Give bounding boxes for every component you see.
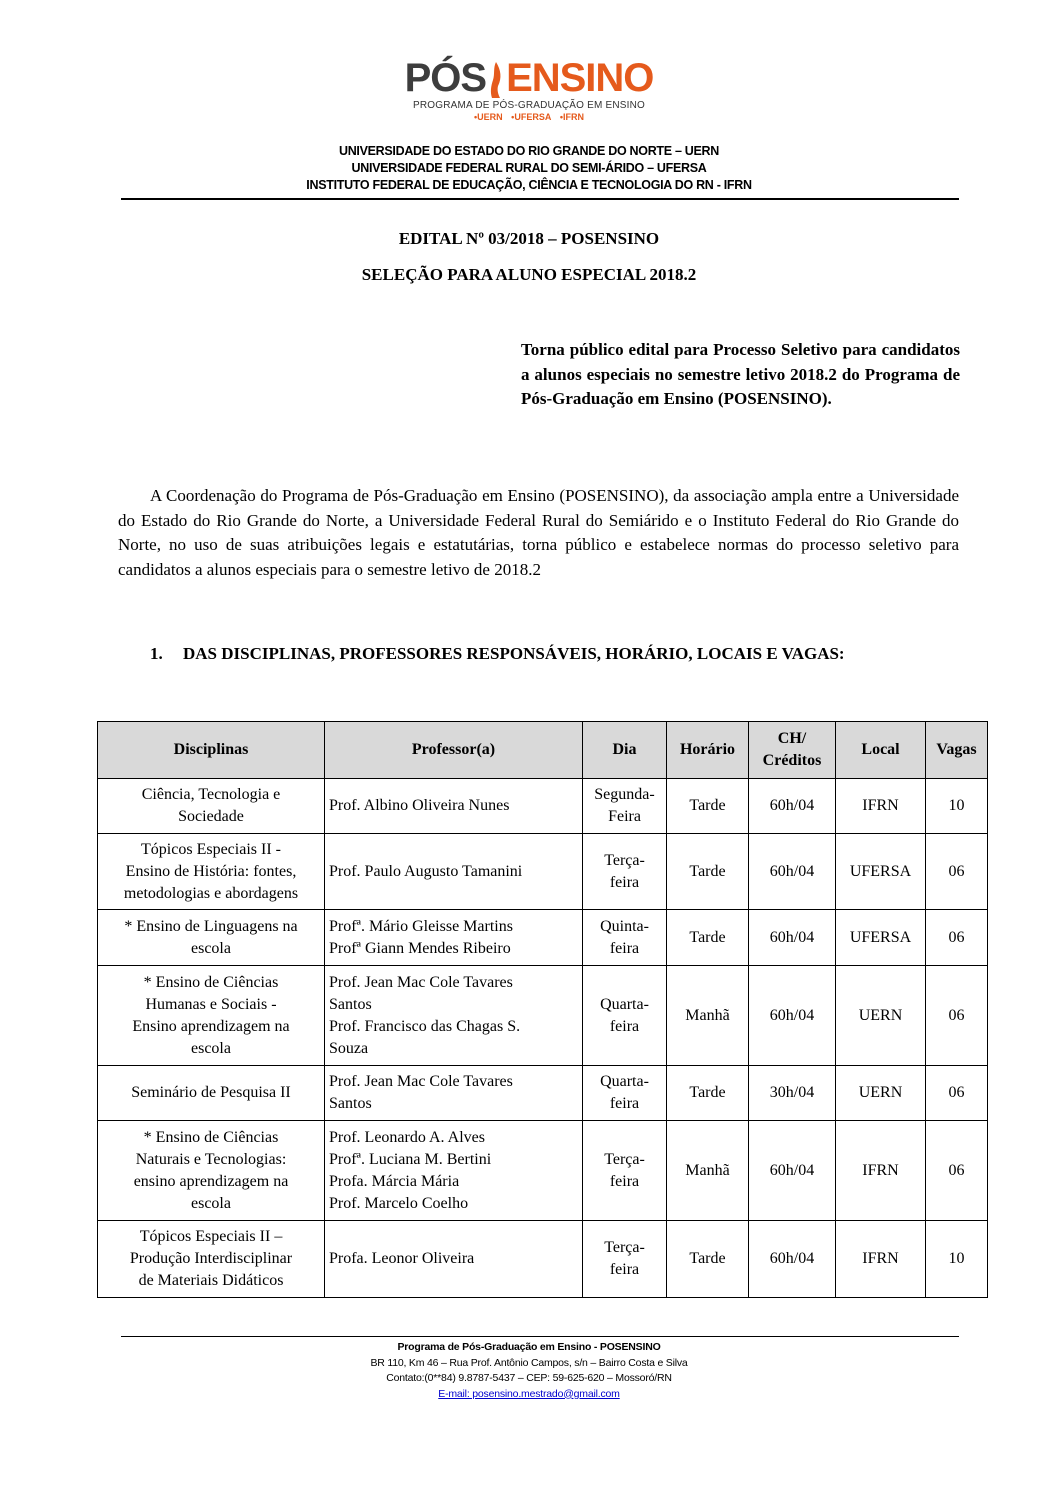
flame-icon: [489, 62, 503, 98]
cell-vagas: 06: [926, 910, 988, 966]
cell-local: IFRN: [836, 779, 926, 834]
cell-vagas: 06: [926, 1066, 988, 1121]
cell-disciplina-line: Ensino aprendizagem na: [132, 1017, 290, 1035]
cell-professor-line: Prof. Marcelo Coelho: [329, 1194, 469, 1212]
cell-horario: Manhã: [667, 966, 749, 1066]
cell-disciplina-line: * Ensino de Linguagens na: [124, 917, 298, 935]
page-footer: [0, 1340, 1058, 1402]
posensino-logo: [0, 58, 1058, 122]
cell-dia-line: Quarta-: [600, 995, 649, 1013]
cell-dia-line: feira: [609, 1261, 640, 1278]
cell-professor: [325, 1221, 583, 1298]
cell-professor-line: Santos: [329, 995, 372, 1013]
cell-dia: [583, 966, 667, 1066]
cell-professor-line: Santos: [329, 1095, 372, 1112]
cell-professor-line: Prof. Paulo Augusto Tamanini: [329, 862, 523, 880]
cell-disciplina: [98, 834, 325, 910]
cell-professor-line: Souza: [329, 1039, 369, 1057]
cell-dia: [583, 910, 667, 966]
cell-dia-line: Terça-: [604, 851, 645, 869]
header-line-ufersa: UNIVERSIDADE FEDERAL RURAL DO SEMI-ÁRIDO – UFERSA: [351, 161, 707, 175]
cell-horario: Tarde: [667, 1066, 749, 1121]
cell-disciplina-line: Naturais e Tecnologias:: [135, 1150, 287, 1168]
table-row: [98, 910, 988, 966]
cell-horario: Tarde: [667, 834, 749, 910]
table-row: [98, 966, 988, 1066]
cell-professor-line: Prof. Francisco das Chagas S.: [329, 1017, 521, 1035]
cell-ch: 60h/04: [749, 834, 836, 910]
table-row: [98, 834, 988, 910]
cell-dia-line: Segunda-: [594, 786, 655, 803]
cell-ch: 60h/04: [749, 966, 836, 1066]
cell-local: UFERSA: [836, 910, 926, 966]
cell-dia-line: Quarta-: [600, 1073, 649, 1090]
cell-professor: [325, 834, 583, 910]
cell-dia-line: feira: [609, 873, 640, 891]
table-header-row: [98, 722, 988, 779]
cell-ch: 60h/04: [749, 1221, 836, 1298]
footer-divider: [121, 1336, 959, 1337]
cell-dia: [583, 1066, 667, 1121]
cell-professor-line: Prof. Jean Mac Cole Tavares: [329, 973, 513, 991]
cell-disciplina-line: Sociedade: [178, 808, 244, 825]
cell-horario: Manhã: [667, 1121, 749, 1221]
cell-disciplina: [98, 966, 325, 1066]
col-header-disciplinas: Disciplinas: [98, 722, 325, 779]
section-1-heading: [150, 642, 959, 666]
logo-inst-ifrn: •IFRN: [559, 112, 584, 122]
table-row: [98, 1221, 988, 1298]
footer-contact: Contato:(0**84) 9.8787-5437 – CEP: 59-625-620 – Mossoró/RN: [386, 1372, 672, 1384]
cell-ch: 60h/04: [749, 910, 836, 966]
section-1-title: DAS DISCIPLINAS, PROFESSORES RESPONSÁVEIS, HORÁRIO, LOCAIS E VAGAS:: [183, 644, 845, 663]
header-line-uern: UNIVERSIDADE DO ESTADO DO RIO GRANDE DO NORTE – UERN: [338, 144, 720, 158]
cell-dia-line: feira: [609, 1017, 640, 1035]
cell-disciplina-line: Tópicos Especiais II -: [141, 840, 281, 858]
cell-disciplina-line: escola: [191, 1194, 231, 1212]
cell-dia-line: feira: [609, 939, 640, 957]
cell-ch: 30h/04: [749, 1066, 836, 1121]
cell-local: UERN: [836, 1066, 926, 1121]
cell-professor-line: Prof. Albino Oliveira Nunes: [329, 797, 510, 814]
logo-pos-text: PÓS: [404, 56, 487, 100]
cell-dia-line: Quinta-: [600, 917, 649, 935]
logo-institutions: [0, 112, 1058, 122]
cell-vagas: 10: [926, 779, 988, 834]
cell-disciplina-line: escola: [191, 939, 231, 957]
cell-professor-line: Profa. Márcia Mária: [329, 1172, 460, 1190]
cell-professor: [325, 1066, 583, 1121]
cell-professor: [325, 966, 583, 1066]
cell-dia-line: Terça-: [604, 1150, 645, 1168]
cell-vagas: 06: [926, 966, 988, 1066]
cell-professor-line: Profª Giann Mendes Ribeiro: [329, 939, 511, 957]
cell-dia: [583, 834, 667, 910]
cell-local: UERN: [836, 966, 926, 1066]
cell-dia-line: feira: [609, 1172, 640, 1190]
cell-dia-line: feira: [609, 1095, 640, 1112]
cell-vagas: 06: [926, 1121, 988, 1221]
cell-disciplina: [98, 1221, 325, 1298]
col-header-dia: Dia: [583, 722, 667, 779]
cell-disciplina-line: Ensino de História: fontes,: [125, 862, 297, 880]
cell-local: IFRN: [836, 1221, 926, 1298]
cell-disciplina-line: * Ensino de Ciências: [143, 1128, 279, 1146]
cell-disciplina-line: metodologias e abordagens: [123, 884, 299, 902]
cell-professor-line: Prof. Leonardo A. Alves: [329, 1128, 485, 1146]
cell-local: IFRN: [836, 1121, 926, 1221]
cell-vagas: 10: [926, 1221, 988, 1298]
cell-disciplina-line: Tópicos Especiais II –: [139, 1228, 283, 1245]
table-row: [98, 1121, 988, 1221]
col-header-ch-line2: Créditos: [762, 752, 822, 769]
logo-subtitle: PROGRAMA DE PÓS-GRADUAÇÃO EM ENSINO: [412, 100, 646, 111]
header-line-ifrn: INSTITUTO FEDERAL DE EDUCAÇÃO, CIÊNCIA E TECNOLOGIA DO RN - IFRN: [306, 178, 752, 192]
cell-disciplina: [98, 779, 325, 834]
logo-inst-ufersa: •UFERSA: [511, 112, 552, 122]
cell-ch: 60h/04: [749, 1121, 836, 1221]
cell-dia-line: Terça-: [604, 1239, 645, 1256]
footer-email-link[interactable]: E-mail: posensino.mestrado@gmail.com: [438, 1387, 620, 1400]
logo-wordmark: [405, 58, 654, 98]
cell-local: UFERSA: [836, 834, 926, 910]
cell-disciplina-line: * Ensino de Ciências: [143, 973, 279, 991]
footer-address: BR 110, Km 46 – Rua Prof. Antônio Campos, s/n – Bairro Costa e Silva: [370, 1356, 688, 1369]
cell-professor-line: Profa. Leonor Oliveira: [329, 1250, 475, 1267]
cell-disciplina: [98, 1066, 325, 1121]
table-row: [98, 1066, 988, 1121]
cell-horario: Tarde: [667, 779, 749, 834]
edital-summary: Torna público edital para Processo Seletivo para candidatos a alunos especiais no semestre letivo 2018.2 do Programa de Pós-Graduação em Ensino (POSENSINO).: [521, 340, 960, 408]
cell-professor: [325, 910, 583, 966]
cell-disciplina: [98, 910, 325, 966]
col-header-horario: Horário: [667, 722, 749, 779]
col-header-vagas: Vagas: [926, 722, 988, 779]
cell-vagas: 06: [926, 834, 988, 910]
col-header-ch-line1: CH/: [777, 730, 807, 747]
institutions-header: [0, 143, 1058, 194]
col-header-professor: Professor(a): [325, 722, 583, 779]
cell-disciplina-line: de Materiais Didáticos: [138, 1272, 284, 1289]
cell-dia-line: Feira: [608, 808, 641, 825]
cell-disciplina-line: Seminário de Pesquisa II: [131, 1084, 291, 1101]
section-1-number: 1.: [150, 644, 163, 663]
cell-disciplina: [98, 1121, 325, 1221]
cell-dia: [583, 1121, 667, 1221]
cell-dia: [583, 1221, 667, 1298]
cell-disciplina-line: Produção Interdisciplinar: [129, 1250, 293, 1267]
cell-professor-line: Profª. Luciana M. Bertini: [329, 1150, 492, 1168]
cell-disciplina-line: ensino aprendizagem na: [133, 1172, 289, 1190]
cell-professor-line: Profª. Mário Gleisse Martins: [329, 917, 513, 935]
cell-disciplina-line: escola: [191, 1039, 231, 1057]
logo-ensino-text: ENSINO: [506, 56, 654, 100]
logo-inst-uern: •UERN: [474, 112, 503, 122]
cell-professor-line: Prof. Jean Mac Cole Tavares: [329, 1073, 513, 1090]
cell-disciplina-line: Humanas e Sociais -: [145, 995, 277, 1013]
cell-professor: [325, 1121, 583, 1221]
col-header-ch: [749, 722, 836, 779]
cell-ch: 60h/04: [749, 779, 836, 834]
edital-title: EDITAL Nº 03/2018 – POSENSINO: [398, 229, 660, 248]
disciplinas-table: [97, 721, 988, 1298]
cell-professor: [325, 779, 583, 834]
footer-program: Programa de Pós-Graduação em Ensino - POSENSINO: [397, 1341, 661, 1353]
header-divider: [121, 198, 959, 200]
edital-subtitle: SELEÇÃO PARA ALUNO ESPECIAL 2018.2: [361, 265, 697, 284]
col-header-local: Local: [836, 722, 926, 779]
cell-horario: Tarde: [667, 910, 749, 966]
intro-paragraph: A Coordenação do Programa de Pós-Graduação em Ensino (POSENSINO), da associação ampla entre a Universidade do Estado do Rio Grande do Norte, a Universidade Federal Rural do Semiárido e o Instituto Federal do Rio Grande do Norte, no uso de suas atribuições legais e estatutárias, torna público e estabelece normas do processo seletivo para candidatos a alunos especiais para o semestre letivo de 2018.2: [118, 486, 959, 579]
cell-disciplina-line: Ciência, Tecnologia e: [141, 786, 281, 803]
cell-horario: Tarde: [667, 1221, 749, 1298]
cell-dia: [583, 779, 667, 834]
table-row: [98, 779, 988, 834]
